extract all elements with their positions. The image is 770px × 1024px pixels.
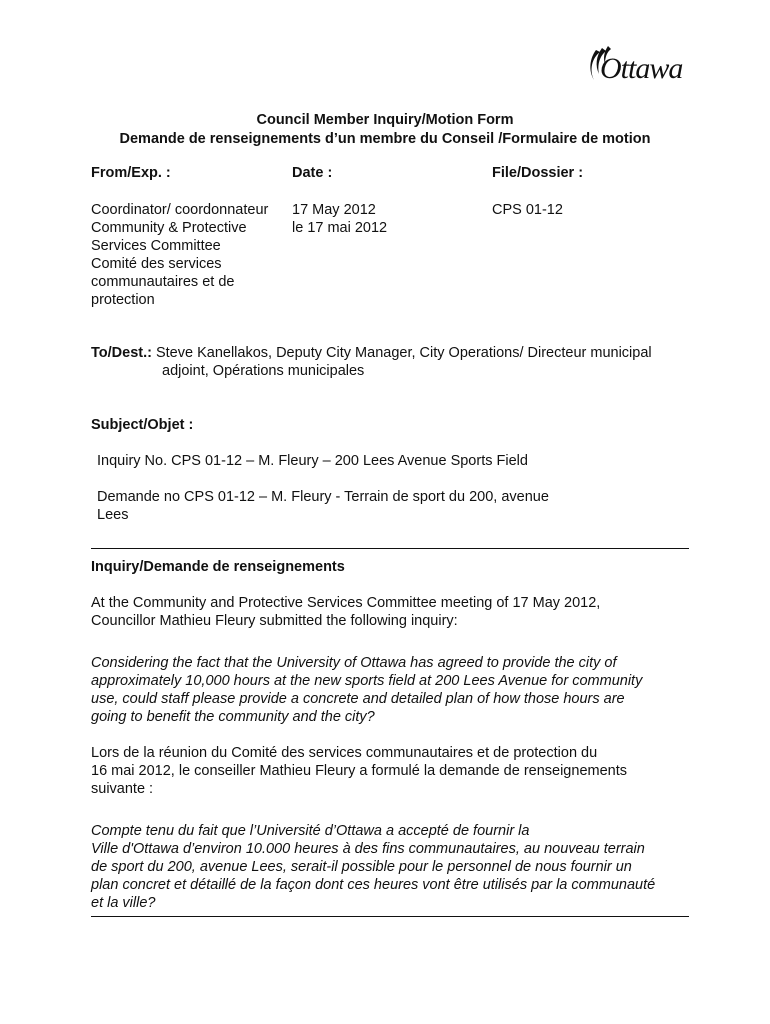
- from-line: Community & Protective: [91, 220, 247, 236]
- subject-label: Subject/Objet :: [91, 417, 194, 433]
- date-label: Date :: [292, 165, 333, 181]
- text-line: Lors de la réunion du Comité des services communautaires et de protection du: [91, 745, 598, 761]
- text-line: de sport du 200, avenue Lees, serait-il possible pour le personnel de nous fournir un: [91, 859, 632, 875]
- from-line: protection: [91, 292, 155, 308]
- from-value: [91, 201, 268, 309]
- form-title-fr: Demande de renseignements d’un membre du Conseil /Formulaire de motion: [119, 131, 651, 147]
- text-line: Compte tenu du fait que l’Université d’Ottawa a accepté de fournir la: [91, 823, 530, 839]
- from-line: Services Committee: [91, 238, 221, 254]
- date-value: [292, 201, 387, 237]
- to-row: [91, 344, 652, 362]
- text-line: Considering the fact that the University of Ottawa has agreed to provide the city of: [91, 655, 617, 671]
- date-line: 17 May 2012: [292, 202, 376, 218]
- text-line: use, could staff please provide a concrete and detailed plan of how those hours are: [91, 691, 625, 707]
- from-line: communautaires et de: [91, 274, 235, 290]
- to-recipient: Steve Kanellakos, Deputy City Manager, City Operations/ Directeur municipal: [151, 345, 652, 361]
- intro-fr: [91, 744, 627, 798]
- subject-en: Inquiry No. CPS 01-12 – M. Fleury – 200 Lees Avenue Sports Field: [97, 453, 528, 469]
- intro-en: [91, 594, 600, 630]
- subject-fr-cont: Lees: [97, 507, 129, 523]
- file-value: CPS 01-12: [492, 202, 563, 218]
- text-line: Ville d'Ottawa d’environ 10.000 heures à des fins communautaires, au nouveau terrain: [91, 841, 645, 857]
- from-label: From/Exp. :: [91, 165, 171, 181]
- question-fr: [91, 822, 655, 912]
- section-divider: [91, 548, 689, 549]
- text-line: suivante :: [91, 781, 154, 797]
- file-label: File/Dossier :: [492, 165, 584, 181]
- text-line: plan concret et détaillé de la façon dont ces heures vont être utilisés par la communauté: [91, 877, 656, 893]
- text-line: At the Community and Protective Services Committee meeting of 17 May 2012,: [91, 595, 601, 611]
- text-line: 16 mai 2012, le conseiller Mathieu Fleury a formulé la demande de renseignements: [91, 763, 627, 779]
- date-line: le 17 mai 2012: [292, 220, 388, 236]
- from-line: Coordinator/ coordonnateur: [91, 202, 269, 218]
- to-recipient-cont: adjoint, Opérations municipales: [162, 363, 365, 379]
- bottom-divider: [91, 916, 689, 917]
- city-logo-wordmark: Ottawa: [600, 52, 683, 85]
- text-line: et la ville?: [91, 895, 156, 911]
- question-en: [91, 654, 642, 726]
- text-line: approximately 10,000 hours at the new sports field at 200 Lees Avenue for community: [91, 673, 643, 689]
- subject-fr: Demande no CPS 01-12 – M. Fleury - Terrain de sport du 200, avenue: [97, 489, 549, 505]
- text-line: going to benefit the community and the city?: [91, 709, 375, 725]
- from-line: Comité des services: [91, 256, 222, 272]
- form-title-en: Council Member Inquiry/Motion Form: [256, 112, 514, 128]
- to-label: To/Dest.:: [91, 345, 152, 361]
- inquiry-heading: Inquiry/Demande de renseignements: [91, 559, 345, 575]
- text-line: Councillor Mathieu Fleury submitted the following inquiry:: [91, 613, 458, 629]
